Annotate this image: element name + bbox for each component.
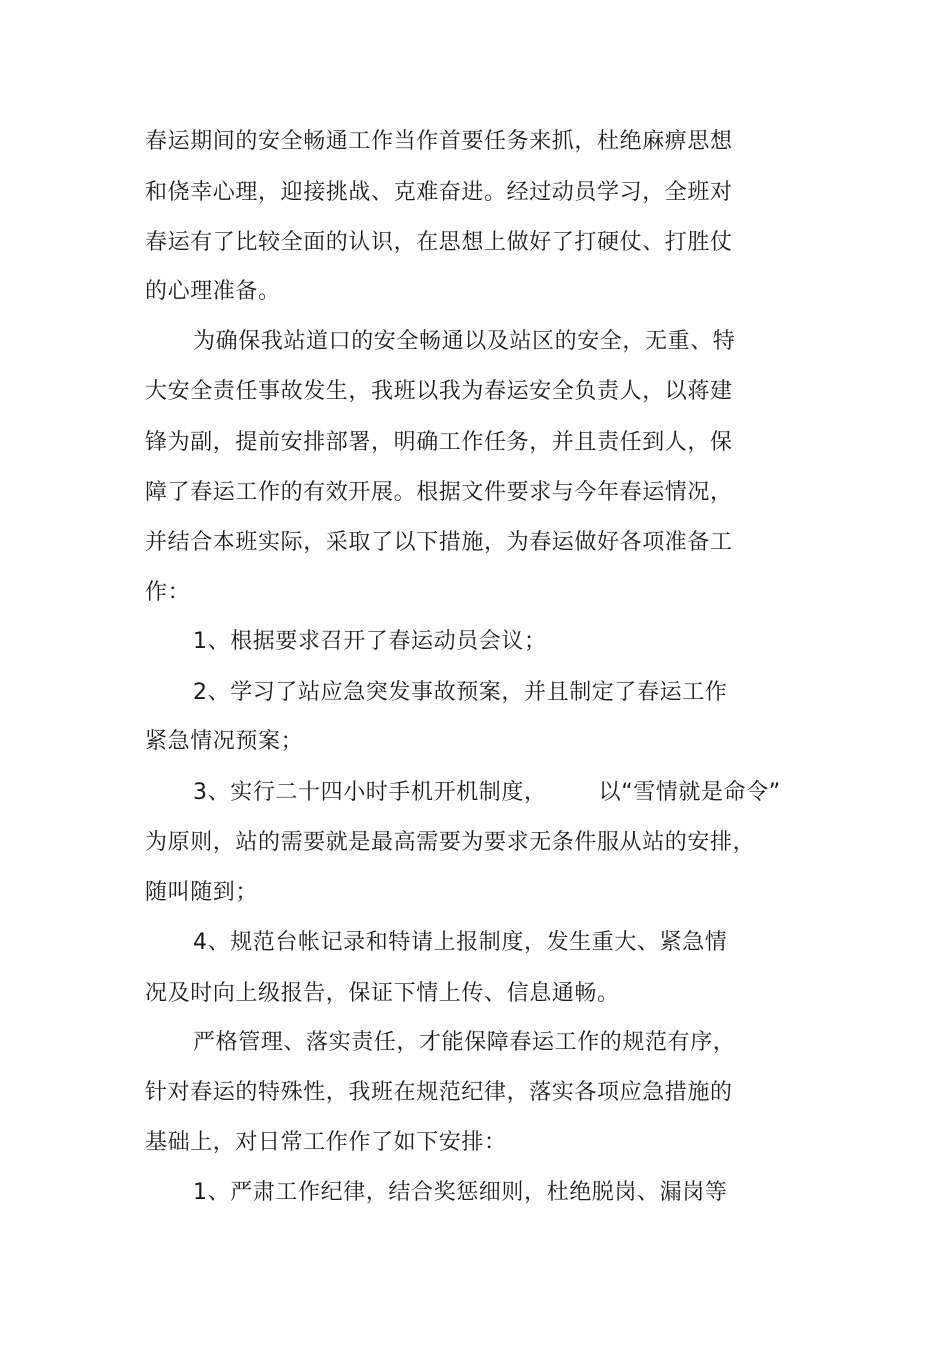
paragraph-start-line: 为确保我站道口的安全畅通以及站区的安全，无重、特 — [193, 329, 736, 354]
text-line: 并结合本班实际，采取了以下措施，为春运做好各项准备工 — [145, 530, 733, 555]
text-line: 锋为副，提前安排部署，明确工作任务，并且责任到人，保 — [145, 430, 733, 455]
text-line: 春运期间的安全畅通工作当作首要任务来抓，杜绝麻痹思想 — [145, 129, 733, 154]
text-line: 和侥幸心理，迎接挑战、克难奋进。经过动员学习，全班对 — [145, 180, 733, 205]
list-item-text: 3、实行二十四小时手机开机制度， — [193, 780, 547, 805]
text-line: 大安全责任事故发生，我班以我为春运安全负责人，以蒋建 — [145, 379, 733, 404]
list-item-quote: 以“雪情就是命令” — [598, 780, 781, 805]
text-line: 为原则，站的需要就是最高需要为要求无条件服从站的安排， — [145, 830, 756, 855]
list-item — [193, 780, 781, 806]
paragraph-start-line: 严格管理、落实责任，才能保障春运工作的规范有序， — [193, 1030, 736, 1055]
text-line: 随叫随到； — [145, 880, 259, 905]
text-line: 紧急情况预案； — [145, 729, 304, 754]
text-line: 作： — [145, 580, 191, 605]
text-line: 春运有了比较全面的认识，在思想上做好了打硬仗、打胜仗 — [145, 230, 733, 255]
text-line: 的心理准备。 — [145, 279, 281, 304]
text-line: 障了春运工作的有效开展。根据文件要求与今年春运情况， — [145, 480, 733, 505]
list-item: 1、根据要求召开了春运动员会议； — [193, 629, 547, 654]
text-line: 针对春运的特殊性，我班在规范纪律，落实各项应急措施的 — [145, 1080, 733, 1105]
list-item: 1、严肃工作纪律，结合奖惩细则，杜绝脱岗、漏岗等 — [193, 1180, 728, 1205]
list-item: 4、规范台帐记录和特请上报制度，发生重大、紧急情 — [193, 930, 728, 955]
text-line: 基础上，对日常工作作了如下安排： — [145, 1130, 507, 1155]
list-item: 2、学习了站应急突发事故预案，并且制定了春运工作 — [193, 680, 728, 705]
text-line: 况及时向上级报告，保证下情上传、信息通畅。 — [145, 981, 620, 1006]
